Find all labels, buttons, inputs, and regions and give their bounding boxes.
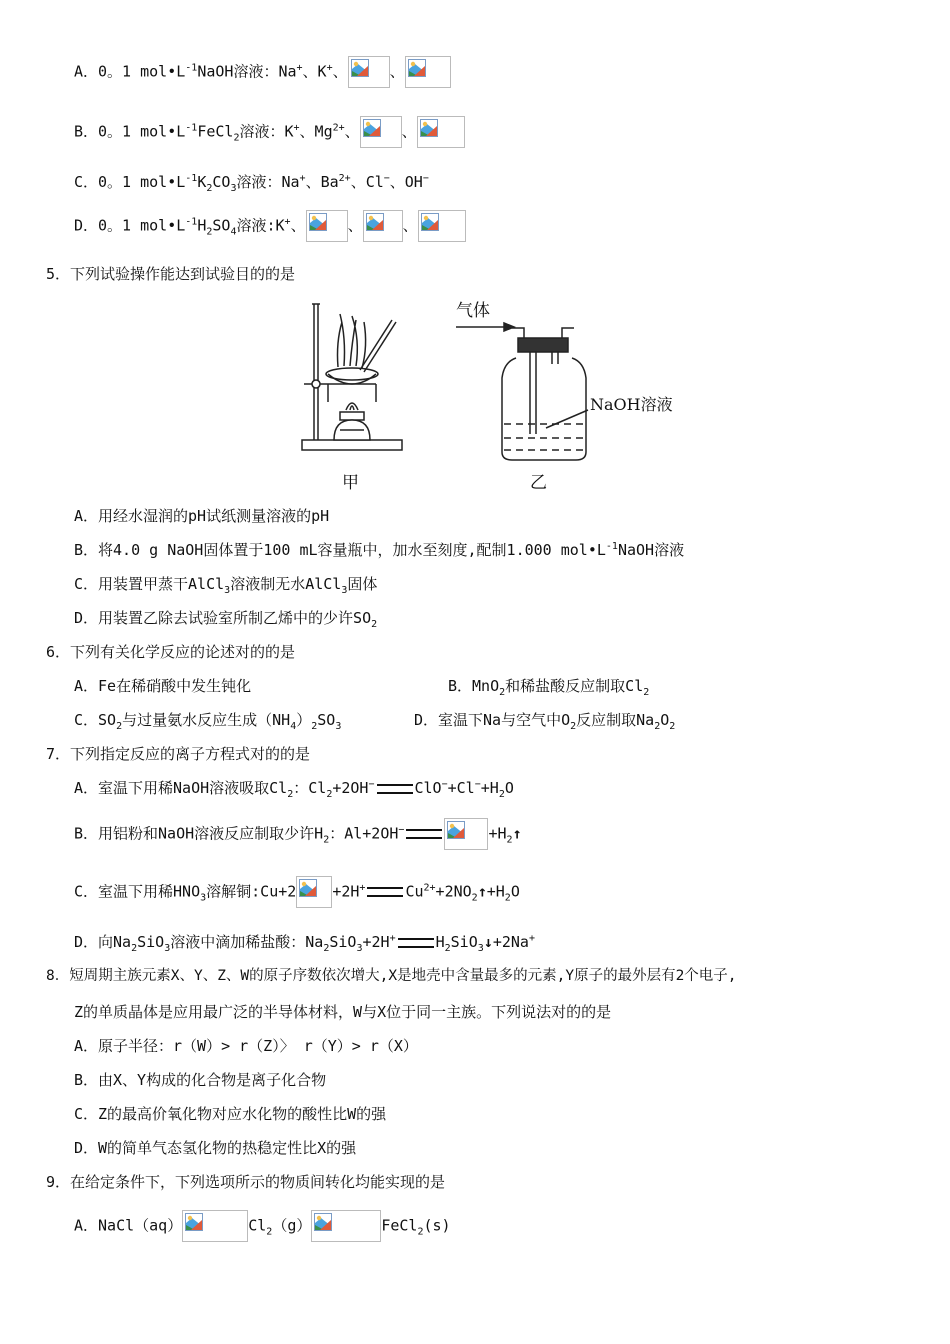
- broken-image-icon: [363, 210, 403, 242]
- equals-sign-icon: [406, 829, 442, 839]
- broken-image-icon: [306, 210, 348, 242]
- q7-option-d: D．向$Na_2SiO_3$溶液中滴加稀盐酸：$Na_2SiO_3+2H^+$ $H_2SiO_3↓+2Na^+$: [74, 933, 535, 954]
- q5-option-d: D．用装置乙除去试验室所制乙烯中的少许$SO_2$: [74, 609, 378, 630]
- q6-option-c: C．$SO_2$与过量氨水反应生成$(NH_4)_2SO_3$: [74, 711, 342, 732]
- q8-option-d: D．W的简单气态氢化物的热稳定性比X的强: [74, 1139, 357, 1157]
- broken-image-icon: [296, 876, 332, 908]
- q8-stem-line1: 8．短周期主族元素X、Y、Z、W的原子序数依次增大,X是地壳中含量最多的元素,Y原子的最外层有2个电子,: [46, 968, 737, 984]
- q8-option-a: A．原子半径：r（W）> r（Z）〉 r（Y）> r（X）: [74, 1037, 418, 1055]
- fig-label-jia: 甲: [342, 473, 359, 492]
- q6-stem: 6．下列有关化学反应的论述对的的是: [46, 643, 296, 661]
- broken-image-icon: [348, 56, 390, 88]
- fig-label-gas: 气体: [456, 301, 490, 321]
- q6-option-d: D．室温下Na与空气中$O_2$反应制取$Na_2O_2$: [414, 711, 676, 732]
- q8-stem-line2: Z的单质晶体是应用最广泛的半导体材料，W与X位于同一主族。下列说法对的的是: [74, 1003, 612, 1021]
- broken-image-icon: [360, 116, 402, 148]
- q7-option-a: A．室温下用稀NaOH溶液吸取$Cl_2$：$Cl_2+2OH^-$ $ClO^-+Cl^-+H_2O$: [74, 779, 514, 800]
- fig-label-naoh: NaOH溶液: [590, 395, 673, 414]
- apparatus-jia: [302, 304, 402, 450]
- q4-option-d: D．0。1 $mol•L^{-1}H_2SO_4$溶液:K+、 、 、: [74, 210, 466, 242]
- q5-apparatus-figure: [290, 292, 690, 492]
- equals-sign-icon: [398, 938, 434, 948]
- q4-option-a: A．0。1 $mol•L^{-1}NaOH$溶液：Na+、K+、 、: [74, 56, 451, 88]
- q7-option-b: B．用铝粉和NaOH溶液反应制取少许$H_2$：Al+2OH− $+H_2↑$: [74, 818, 522, 850]
- q5-option-c: C．用装置甲蒸干AlCl$_3$溶液制无水AlCl$_3$固体: [74, 575, 378, 596]
- q6-option-b: B．MnO$_2$和稀盐酸反应制取$Cl_2$: [448, 677, 650, 698]
- q4-option-c: C．0。1 $mol•L^{-1}K_2CO_3$溶液：Na+、$Ba^{2+}$、Cl−、OH−: [74, 173, 429, 194]
- q7-stem: 7．下列指定反应的离子方程式对的的是: [46, 745, 311, 763]
- q5-option-a: A．用经水湿润的pH试纸测量溶液的pH: [74, 507, 330, 525]
- q5-stem: 5．下列试验操作能达到试验目的的是: [46, 265, 296, 283]
- broken-image-icon: [417, 116, 465, 148]
- q9-option-a: A．NaCl（aq） $Cl_2(g)$ FeCl$_2$(s): [74, 1210, 451, 1242]
- broken-image-icon: [444, 818, 488, 850]
- q5-option-b: B．将4.0 g NaOH固体置于100 mL容量瓶中，加水至刻度,配制1.000 $mol•L^{-1}NaOH$溶液: [74, 541, 685, 559]
- equals-sign-icon: [367, 887, 403, 897]
- q8-option-c: C．Z的最高价氧化物对应水化物的酸性比W的强: [74, 1105, 387, 1123]
- q7-option-c: C．室温下用稀$HNO_3$溶解铜:Cu+2 +2H+ $Cu^{2+}+2NO_2↑+H_2O$: [74, 876, 520, 908]
- broken-image-icon: [311, 1210, 381, 1242]
- q4-option-b: B．0。1 $mol•L^{-1}FeCl_2$溶液：K+、$Mg^{2+}$、 、: [74, 116, 465, 148]
- fig-label-yi: 乙: [530, 473, 547, 492]
- apparatus-yi: [456, 323, 588, 460]
- broken-image-icon: [405, 56, 451, 88]
- q9-stem: 9．在给定条件下，下列选项所示的物质间转化均能实现的是: [46, 1173, 446, 1191]
- broken-image-icon: [182, 1210, 248, 1242]
- q8-option-b: B．由X、Y构成的化合物是离子化合物: [74, 1071, 327, 1089]
- equals-sign-icon: [377, 784, 413, 794]
- broken-image-icon: [418, 210, 466, 242]
- q6-option-a: A．Fe在稀硝酸中发生钝化: [74, 677, 252, 695]
